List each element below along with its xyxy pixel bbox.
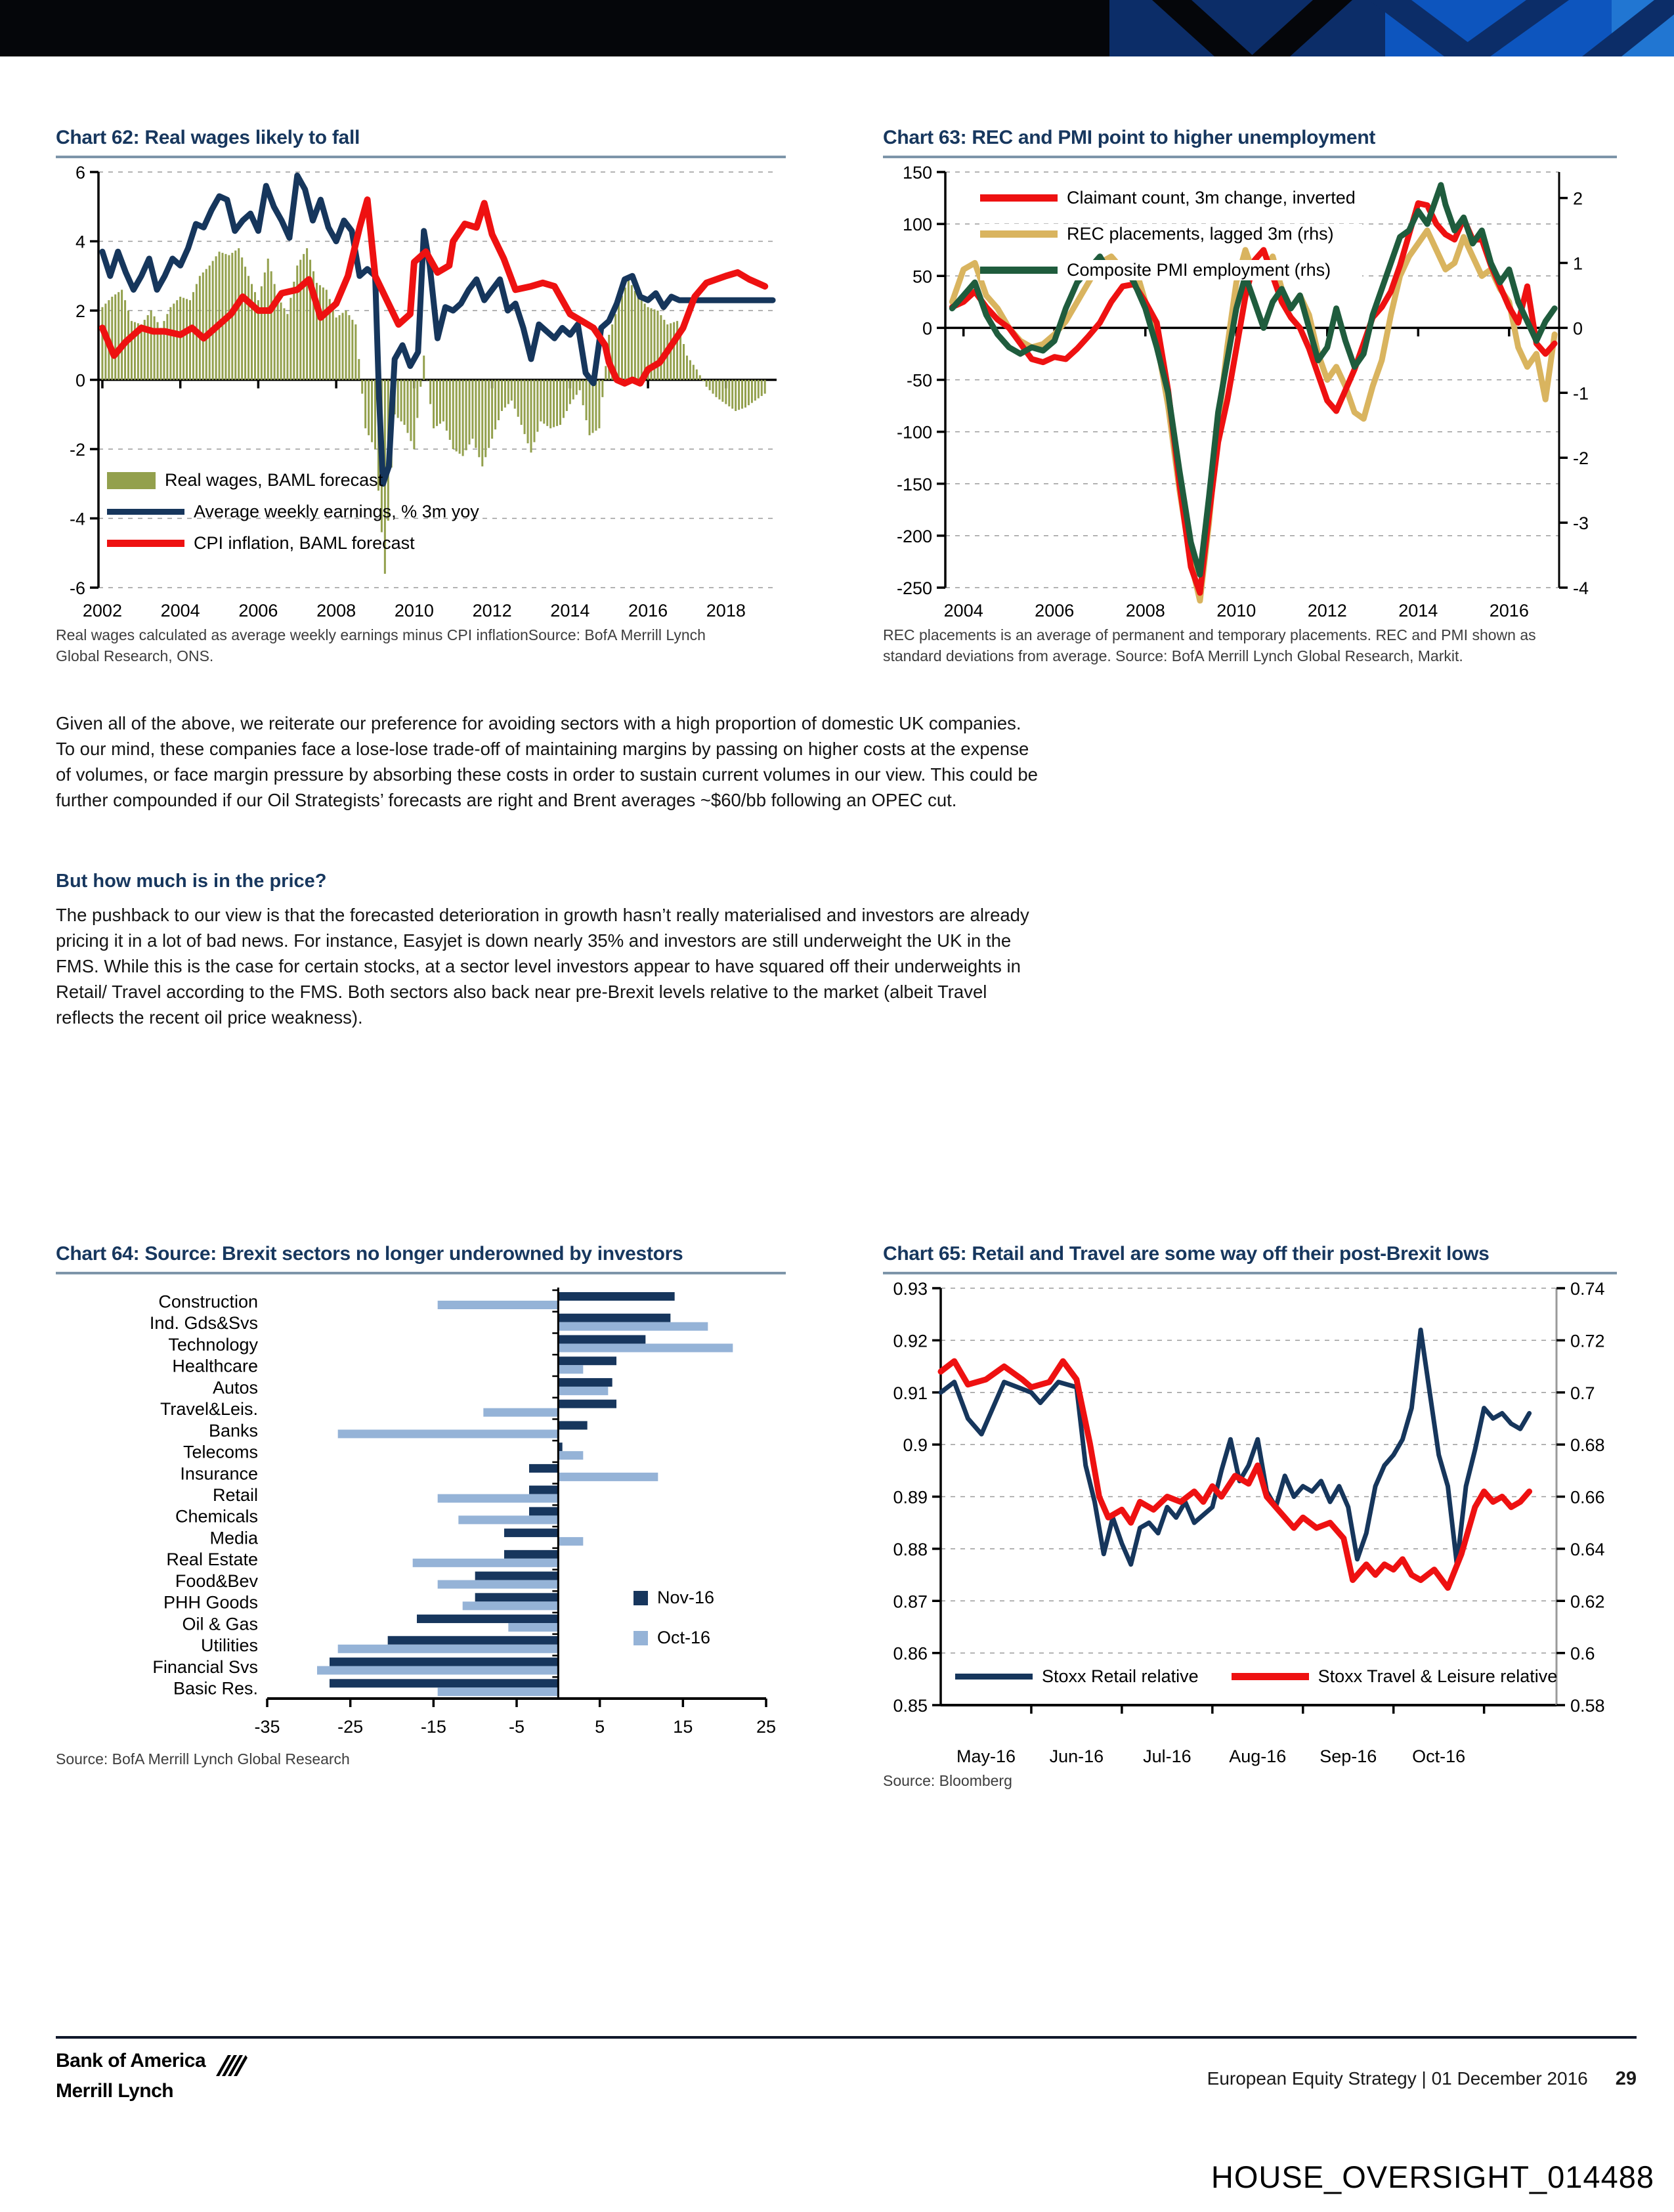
svg-text:Healthcare: Healthcare (172, 1356, 258, 1376)
svg-text:0.85: 0.85 (893, 1696, 928, 1716)
svg-text:-1: -1 (1573, 383, 1589, 404)
chart-64-plot (56, 1278, 786, 1746)
line-swatch-icon (980, 194, 1058, 202)
chart-64-block (56, 1243, 786, 1769)
svg-text:Autos: Autos (212, 1377, 258, 1398)
footer-publication-info (1207, 2068, 1637, 2090)
svg-text:-200: -200 (896, 526, 932, 546)
chart-62-title: Chart 62: Real wages likely to fall (56, 127, 786, 158)
svg-text:-5: -5 (508, 1717, 525, 1737)
chart-62-source-note: Real wages calculated as average weekly earnings minus CPI inflationSource: BofA Merrill Lynch Global Research, ONS. (56, 626, 706, 665)
svg-text:2: 2 (1573, 188, 1583, 209)
svg-text:-35: -35 (254, 1717, 280, 1737)
line-swatch-icon (955, 1674, 1033, 1680)
svg-text:Media: Media (209, 1528, 258, 1548)
bofa-flag-icon (212, 2050, 247, 2080)
brand-name-line2: Merrill Lynch (56, 2080, 174, 2102)
svg-text:Real Estate: Real Estate (166, 1550, 258, 1570)
svg-text:0.92: 0.92 (893, 1331, 928, 1351)
svg-text:0: 0 (75, 370, 85, 391)
oversight-watermark: HOUSE_OVERSIGHT_014488 (1211, 2159, 1654, 2194)
svg-text:0.66: 0.66 (1570, 1487, 1605, 1507)
svg-text:-150: -150 (896, 474, 932, 494)
legend-item: CPI inflation, BAML forecast (107, 533, 479, 553)
svg-text:1: 1 (1573, 253, 1583, 274)
svg-text:0: 0 (922, 318, 932, 339)
svg-text:-6: -6 (69, 578, 85, 598)
svg-text:2004: 2004 (160, 601, 200, 620)
legend-item: Composite PMI employment (rhs) (980, 260, 1362, 280)
footer-rule (56, 2036, 1637, 2039)
svg-text:-50: -50 (906, 370, 932, 391)
line-swatch-icon (107, 509, 184, 515)
chart-64-source-note: Source: BofA Merrill Lynch Global Research (56, 1750, 350, 1767)
svg-text:2010: 2010 (394, 601, 434, 620)
svg-text:-3: -3 (1573, 513, 1589, 534)
svg-text:5: 5 (595, 1717, 605, 1737)
svg-text:2004: 2004 (943, 601, 983, 620)
svg-text:100: 100 (902, 215, 932, 235)
svg-text:6: 6 (75, 163, 85, 183)
svg-text:0.68: 0.68 (1570, 1435, 1605, 1456)
chart-64-legend (633, 1588, 714, 1648)
svg-text:-4: -4 (69, 509, 85, 529)
line-swatch-icon (107, 540, 184, 547)
legend-item: Real wages, BAML forecast (107, 470, 479, 490)
brand-logo (56, 2050, 247, 2102)
chart-63-source-note: REC placements is an average of permanent and temporary placements. REC and PMI shown as standard deviations from average. Source: BofA Merrill Lynch Global Research, Markit. (883, 626, 1536, 665)
svg-text:0.64: 0.64 (1570, 1539, 1605, 1559)
svg-text:-2: -2 (69, 440, 85, 460)
bar-swatch-icon (107, 472, 156, 489)
legend-item: Stoxx Travel & Leisure relative (1232, 1666, 1558, 1687)
svg-text:50: 50 (912, 267, 932, 287)
svg-text:-4: -4 (1573, 578, 1589, 598)
svg-text:0.58: 0.58 (1570, 1696, 1605, 1716)
chart-65-legend (955, 1666, 1557, 1687)
svg-text:0.89: 0.89 (893, 1487, 928, 1507)
svg-text:2012: 2012 (1307, 601, 1347, 620)
svg-text:2014: 2014 (1398, 601, 1438, 620)
svg-text:2: 2 (75, 301, 85, 321)
line-swatch-icon (1232, 1673, 1309, 1680)
svg-text:0.87: 0.87 (893, 1592, 928, 1612)
svg-text:2006: 2006 (238, 601, 278, 620)
svg-text:-25: -25 (337, 1717, 364, 1737)
svg-text:May-16: May-16 (956, 1746, 1016, 1766)
svg-text:2002: 2002 (82, 601, 122, 620)
svg-text:2010: 2010 (1216, 601, 1256, 620)
section-heading: But how much is in the price? (56, 871, 327, 892)
svg-text:2016: 2016 (1489, 601, 1529, 620)
chart-63-title: Chart 63: REC and PMI point to higher unemployment (883, 127, 1617, 158)
svg-text:-15: -15 (420, 1717, 446, 1737)
square-swatch-icon (633, 1591, 648, 1605)
chart-62-legend (107, 470, 479, 553)
svg-text:0.72: 0.72 (1570, 1331, 1605, 1351)
svg-text:Basic Res.: Basic Res. (173, 1678, 258, 1699)
svg-text:0.6: 0.6 (1570, 1643, 1595, 1664)
top-banner-art (0, 0, 1674, 56)
svg-text:0: 0 (1573, 318, 1583, 339)
svg-text:Financial Svs: Financial Svs (152, 1657, 258, 1677)
svg-text:Oct-16: Oct-16 (1412, 1746, 1466, 1766)
svg-text:2016: 2016 (628, 601, 668, 620)
legend-item: Nov-16 (633, 1588, 714, 1608)
legend-item: Stoxx Retail relative (955, 1666, 1199, 1687)
svg-text:150: 150 (902, 163, 932, 183)
page-number: 29 (1615, 2068, 1637, 2089)
svg-text:4: 4 (75, 232, 85, 252)
svg-text:2018: 2018 (706, 601, 746, 620)
svg-text:Utilities: Utilities (200, 1636, 258, 1656)
svg-text:Food&Bev: Food&Bev (175, 1571, 258, 1591)
svg-text:Oil & Gas: Oil & Gas (182, 1614, 258, 1634)
chart-65-plot (883, 1278, 1617, 1767)
chart-65-source-note: Source: Bloomberg (883, 1772, 1012, 1789)
svg-text:Insurance: Insurance (180, 1464, 258, 1484)
svg-text:0.62: 0.62 (1570, 1592, 1605, 1612)
svg-text:0.9: 0.9 (903, 1435, 928, 1456)
svg-text:0.88: 0.88 (893, 1539, 928, 1559)
svg-text:Retail: Retail (212, 1485, 258, 1505)
svg-text:2012: 2012 (472, 601, 512, 620)
svg-text:-100: -100 (896, 422, 932, 443)
svg-text:Telecoms: Telecoms (182, 1442, 258, 1462)
svg-text:Ind. Gds&Svs: Ind. Gds&Svs (149, 1313, 258, 1334)
svg-text:Aug-16: Aug-16 (1229, 1746, 1287, 1766)
svg-text:2014: 2014 (550, 601, 590, 620)
svg-text:2006: 2006 (1035, 601, 1075, 620)
svg-text:PHH Goods: PHH Goods (163, 1592, 258, 1613)
legend-item: Average weekly earnings, % 3m yoy (107, 502, 479, 522)
svg-text:0.7: 0.7 (1570, 1383, 1595, 1403)
svg-text:Chemicals: Chemicals (175, 1506, 258, 1527)
svg-text:Travel&Leis.: Travel&Leis. (160, 1399, 258, 1420)
chart-65-title: Chart 65: Retail and Travel are some way off their post-Brexit lows (883, 1243, 1617, 1274)
chart-65-block (883, 1243, 1617, 1791)
svg-text:-2: -2 (1573, 448, 1589, 469)
svg-text:Banks: Banks (208, 1420, 258, 1441)
chart-62-block (56, 127, 786, 666)
svg-text:0.91: 0.91 (893, 1383, 928, 1403)
svg-text:Technology: Technology (168, 1334, 258, 1355)
svg-text:0.74: 0.74 (1570, 1279, 1605, 1299)
chart-64-title: Chart 64: Source: Brexit sectors no longer underowned by investors (56, 1243, 786, 1274)
brand-name-line1: Bank of America (56, 2050, 206, 2071)
svg-text:0.93: 0.93 (893, 1279, 928, 1299)
svg-text:Sep-16: Sep-16 (1320, 1746, 1377, 1766)
legend-item: Claimant count, 3m change, inverted (980, 188, 1362, 208)
legend-item: REC placements, lagged 3m (rhs) (980, 224, 1362, 244)
svg-text:25: 25 (756, 1717, 777, 1737)
svg-text:Jun-16: Jun-16 (1049, 1746, 1104, 1766)
svg-text:-250: -250 (896, 578, 932, 598)
line-swatch-icon (980, 230, 1058, 238)
publication-title-date: European Equity Strategy | 01 December 2016 (1207, 2068, 1588, 2089)
paragraph: Given all of the above, we reiterate our preference for avoiding sectors with a high proportion of domestic UK companies. To our mind, these companies face a lose-lose trade-off of maintaining margins by passing on higher costs at the expense of volumes, or face margin pressure by absorbing these costs in order to sustain current volumes in our view. This could be further compounded if our Oil Strategists’ forecasts are right and Brent averages ~$60/bb following an OPEC cut. (56, 713, 1038, 810)
legend-item: Oct-16 (633, 1628, 714, 1648)
square-swatch-icon (633, 1631, 648, 1645)
svg-text:Construction: Construction (158, 1291, 258, 1312)
svg-text:Jul-16: Jul-16 (1143, 1746, 1191, 1766)
chart-63-legend (980, 188, 1362, 280)
chart-63-block (883, 127, 1617, 666)
svg-text:2008: 2008 (1125, 601, 1165, 620)
body-text (56, 710, 1044, 1030)
svg-text:15: 15 (673, 1717, 693, 1737)
line-swatch-icon (980, 267, 1058, 274)
svg-text:0.86: 0.86 (893, 1643, 928, 1664)
paragraph: The pushback to our view is that the forecasted deterioration in growth hasn’t really materialised and investors are already pricing it in a lot of bad news. For instance, Easyjet is down nearly 35% and investors are still underweight the UK in the FMS. While this is the case for certain stocks, at a sector level investors appear to have squared off their underweights in Retail/ Travel according to the FMS. Both sectors also back near pre-Brexit levels relative to the market (albeit Travel reflects the recent oil price weakness). (56, 905, 1029, 1028)
svg-text:2008: 2008 (316, 601, 356, 620)
